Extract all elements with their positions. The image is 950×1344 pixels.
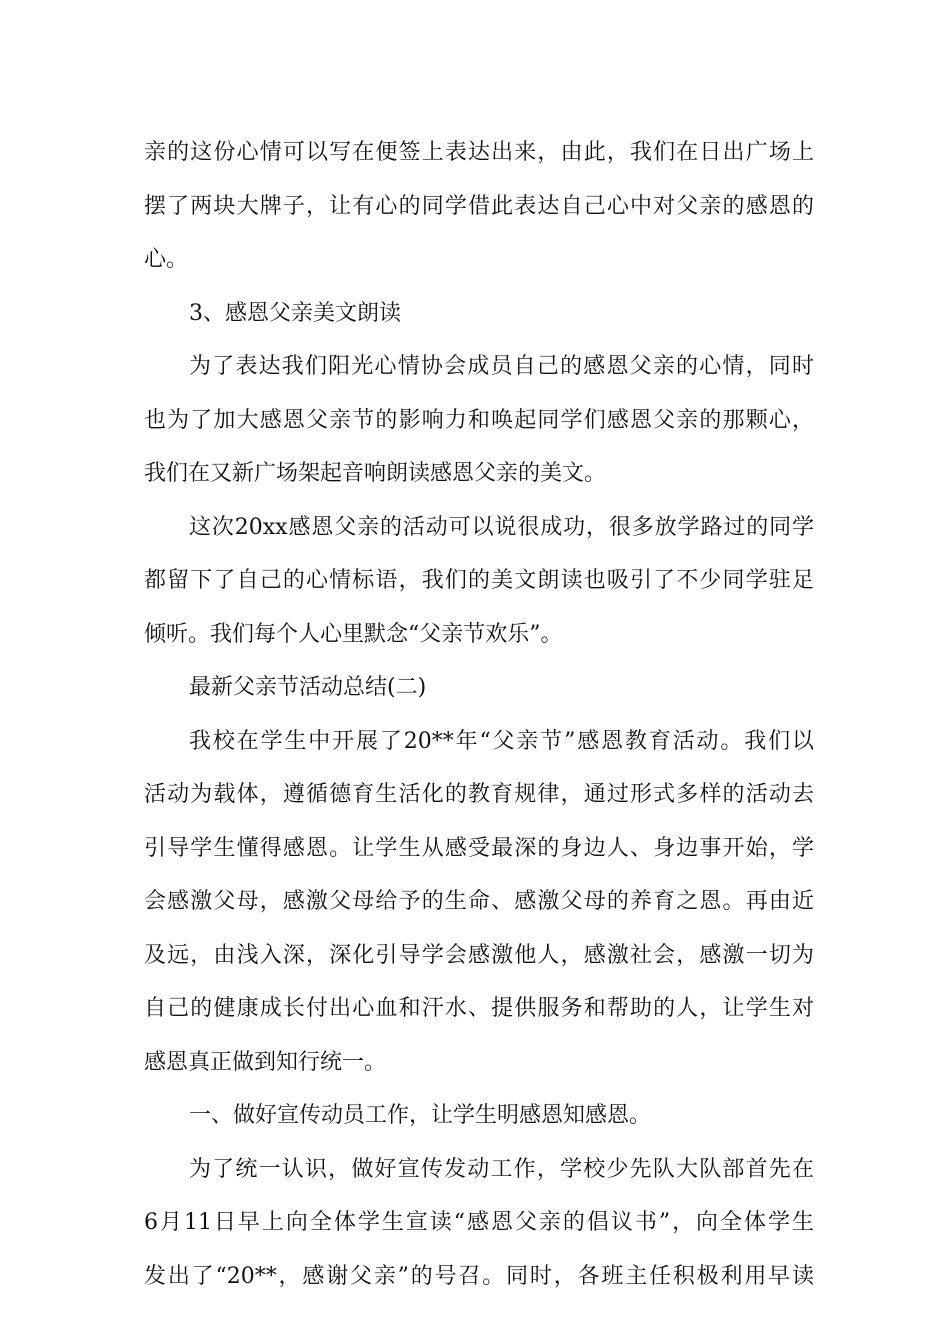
text-line: 6月11日早上向全体学生宣读“感恩父亲的倡议书”，向全体学生	[144, 1210, 814, 1235]
text-line: 及远，由浅入深，深化引导学会感激他人，感激社会，感激一切为	[144, 943, 814, 968]
text-line: 一、做好宣传动员工作，让学生明感恩知感恩。	[189, 1103, 652, 1128]
text-line: 为了统一认识，做好宣传发动工作，学校少先队大队部首先在	[189, 1157, 814, 1182]
text-line: 心。	[144, 247, 189, 272]
text-line: 亲的这份心情可以写在便签上表达出来，由此，我们在日出广场上	[144, 140, 814, 165]
text-line: 发出了“20**，感谢父亲”的号召。同时，各班主任积极利用早读	[144, 1264, 814, 1289]
text-line: 我们在又新广场架起音响朗读感恩父亲的美文。	[144, 461, 607, 486]
text-line: 摆了两块大牌子，让有心的同学借此表达自己心中对父亲的感恩的	[144, 194, 814, 219]
text-line: 3、感恩父亲美文朗读	[189, 301, 401, 326]
text-line: 这次20xx感恩父亲的活动可以说很成功，很多放学路过的同学	[189, 515, 814, 540]
text-line: 活动为载体，遵循德育生活化的教育规律，通过形式多样的活动去	[144, 782, 814, 807]
text-line: 倾听。我们每个人心里默念“父亲节欢乐”。	[144, 622, 563, 647]
text-line: 我校在学生中开展了20**年“父亲节”感恩教育活动。我们以	[189, 729, 814, 754]
text-line: 为了表达我们阳光心情协会成员自己的感恩父亲的心情，同时	[189, 354, 814, 379]
text-line: 最新父亲节活动总结(二)	[189, 675, 427, 700]
text-line: 会感激父母，感激父母给予的生命、感激父母的养育之恩。再由近	[144, 889, 814, 914]
text-line: 自己的健康成长付出心血和汗水、提供服务和帮助的人，让学生对	[144, 996, 814, 1021]
text-line: 引导学生懂得感恩。让学生从感受最深的身边人、身边事开始，学	[144, 836, 814, 861]
text-line: 感恩真正做到知行统一。	[144, 1050, 387, 1075]
text-line: 也为了加大感恩父亲节的影响力和唤起同学们感恩父亲的那颗心，	[144, 408, 814, 433]
text-line: 都留下了自己的心情标语，我们的美文朗读也吸引了不少同学驻足	[144, 568, 814, 593]
